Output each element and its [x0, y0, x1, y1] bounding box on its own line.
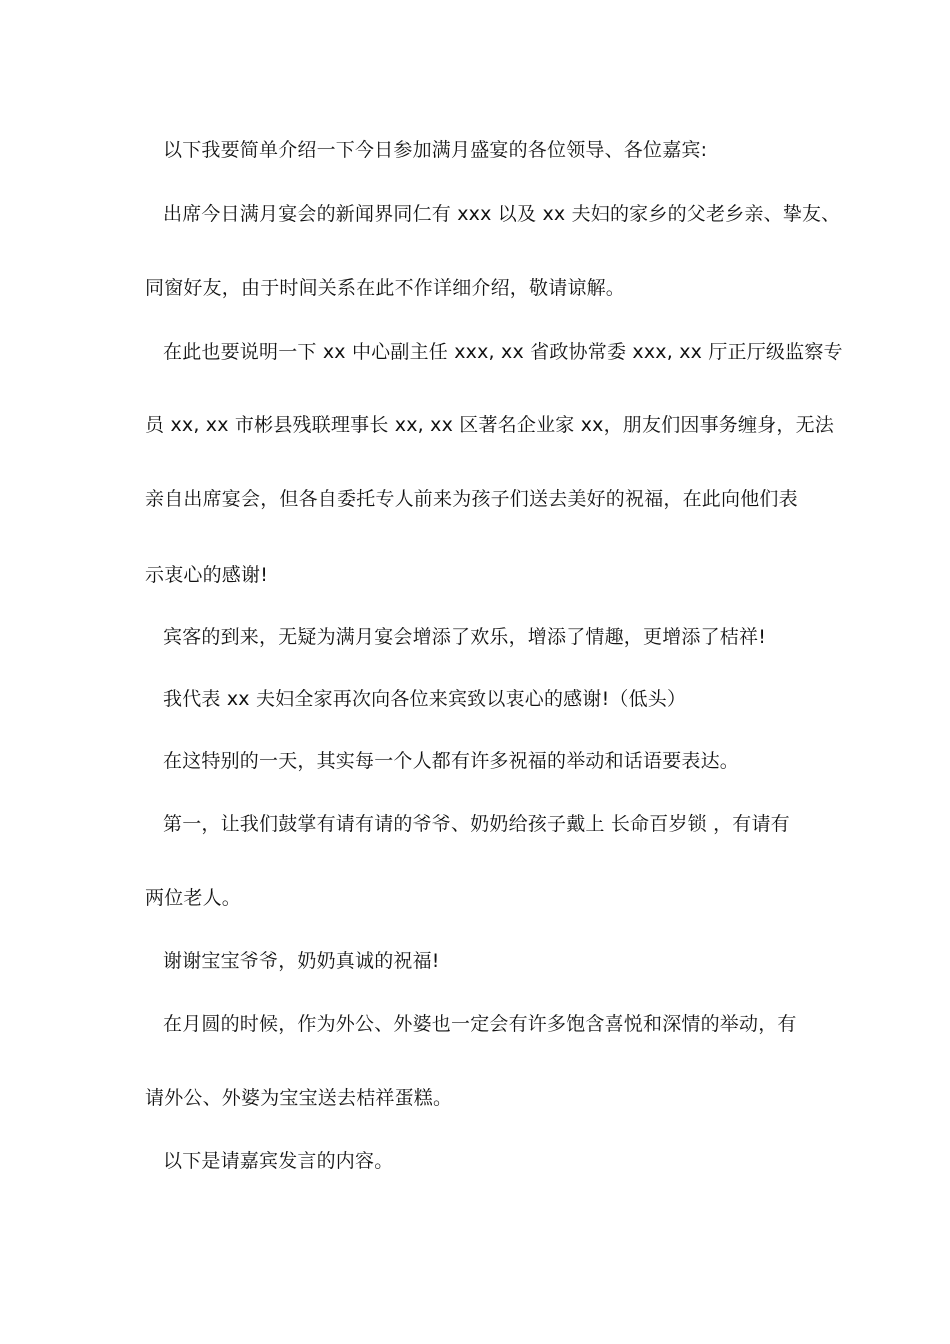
- paragraph-line-guests: 宾客的到来，无疑为满月宴会增添了欢乐，增添了情趣，更增添了桔祥!: [163, 626, 767, 648]
- paragraph-line-grandparents-thanks: 谢谢宝宝爷爷，奶奶真诚的祝福!: [163, 950, 440, 972]
- paragraph-line-absent-cont-1: 员 xx, xx 市彬县残联理事长 xx, xx 区著名企业家 xx，朋友们因事务缠身，无法: [145, 414, 834, 436]
- paragraph-line-press-cont: 同窗好友，由于时间关系在此不作详细介绍，敬请谅解。: [145, 277, 626, 299]
- paragraph-line-special-day: 在这特别的一天，其实每一个人都有许多祝福的举动和话语要表达。: [163, 750, 740, 772]
- paragraph-line-intro: 以下我要简单介绍一下今日参加满月盛宴的各位领导、各位嘉宾:: [163, 139, 708, 161]
- paragraph-line-thanks: 我代表 xx 夫妇全家再次向各位来宾致以衷心的感谢!（低头）: [163, 688, 687, 710]
- paragraph-line-absent-cont-2: 亲自出席宴会，但各自委托专人前来为孩子们送去美好的祝福，在此向他们表: [145, 488, 798, 510]
- paragraph-line-first-cont: 两位老人。: [145, 887, 242, 909]
- paragraph-line-moon-cont: 请外公、外婆为宝宝送去桔祥蛋糕。: [145, 1087, 453, 1109]
- paragraph-line-speech: 以下是请嘉宾发言的内容。: [163, 1150, 394, 1172]
- paragraph-line-first: 第一，让我们鼓掌有请有请的爷爷、奶奶给孩子戴上 长命百岁锁 ，有请有: [163, 813, 790, 835]
- paragraph-line-absent: 在此也要说明一下 xx 中心副主任 xxx, xx 省政协常委 xxx, xx 厅正厅级监察专: [163, 341, 843, 363]
- paragraph-line-absent-cont-3: 示衷心的感谢!: [145, 564, 269, 586]
- paragraph-line-press: 出席今日满月宴会的新闻界同仁有 xxx 以及 xx 夫妇的家乡的父老乡亲、挚友、: [163, 203, 841, 225]
- paragraph-line-moon: 在月圆的时候，作为外公、外婆也一定会有许多饱含喜悦和深情的举动，有: [163, 1013, 797, 1035]
